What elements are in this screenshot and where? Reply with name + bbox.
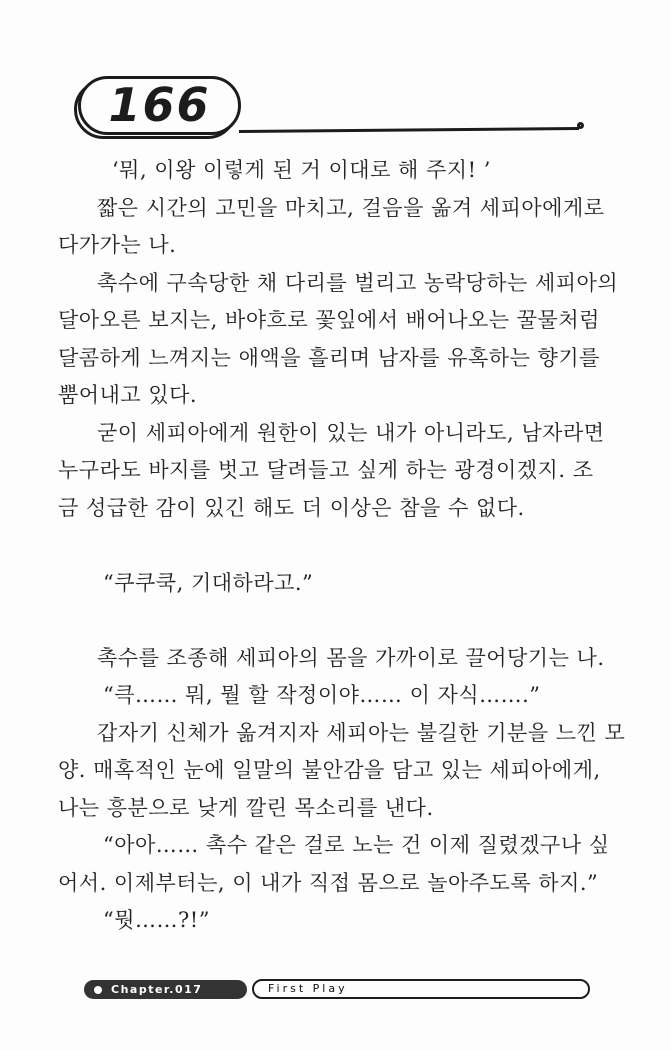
chapter-bullet-icon [94,986,102,994]
chapter-label: Chapter.017 [111,983,203,996]
text-line: 달콤하게 느껴지는 애액을 흘리며 남자를 유혹하는 향기를 [58,345,600,370]
section-label: First Play [268,982,348,995]
text-line: 달아오른 보지는, 바야흐로 꽃잎에서 배어나오는 꿀물처럼 [58,308,600,332]
body-text [58,152,626,940]
text-line: “쿠쿠쿡, 기대하라고.” [103,570,314,595]
text-line: 어서. 이제부터는, 이 내가 직접 몸으로 놀아주도록 하지.” [58,870,599,895]
text-line: 짧은 시간의 고민을 마치고, 걸음을 옮겨 세피아에게로 [97,195,605,220]
header-rule-end-ring-icon [577,122,584,129]
blank-line [58,602,618,640]
section-badge [252,979,590,999]
text-line: 누구라도 바지를 벗고 달려들고 싶게 하는 광경이겠지. 조 [58,458,594,482]
text-line: ‘뭐, 이왕 이렇게 된 거 이대로 해 주지! ’ [112,158,491,182]
page-number-badge: 166 [78,76,241,135]
text-line: 금 성급한 감이 있긴 해도 더 이상은 참을 수 없다. [58,495,525,520]
text-line: 굳이 세피아에게 원한이 있는 내가 아니라도, 남자라면 [97,420,605,445]
text-line: “아아…… 촉수 같은 걸로 노는 건 이제 질렸겠구나 싶 [103,833,610,857]
header-rule [239,127,579,133]
text-line: 다가가는 나. [58,233,177,257]
text-line: 뿜어내고 있다. [58,383,198,407]
chapter-badge [84,980,247,999]
text-line: 나는 흥분으로 낮게 깔린 목소리를 낸다. [58,795,434,820]
text-line: “큭…… 뭐, 뭘 할 작정이야…… 이 자식…….” [103,683,541,707]
text-line: 촉수를 조종해 세피아의 몸을 가까이로 끌어당기는 나. [97,645,605,670]
blank-line [58,527,618,565]
text-line: 촉수에 구속당한 채 다리를 벌리고 농락당하는 세피아의 [97,270,619,295]
text-line: 갑자기 신체가 옮겨지자 세피아는 불길한 기분을 느낀 모 [97,720,626,745]
text-line: “뭣……?!” [103,908,210,932]
text-line: 양. 매혹적인 눈에 일말의 불안감을 담고 있는 세피아에게, [58,758,601,782]
